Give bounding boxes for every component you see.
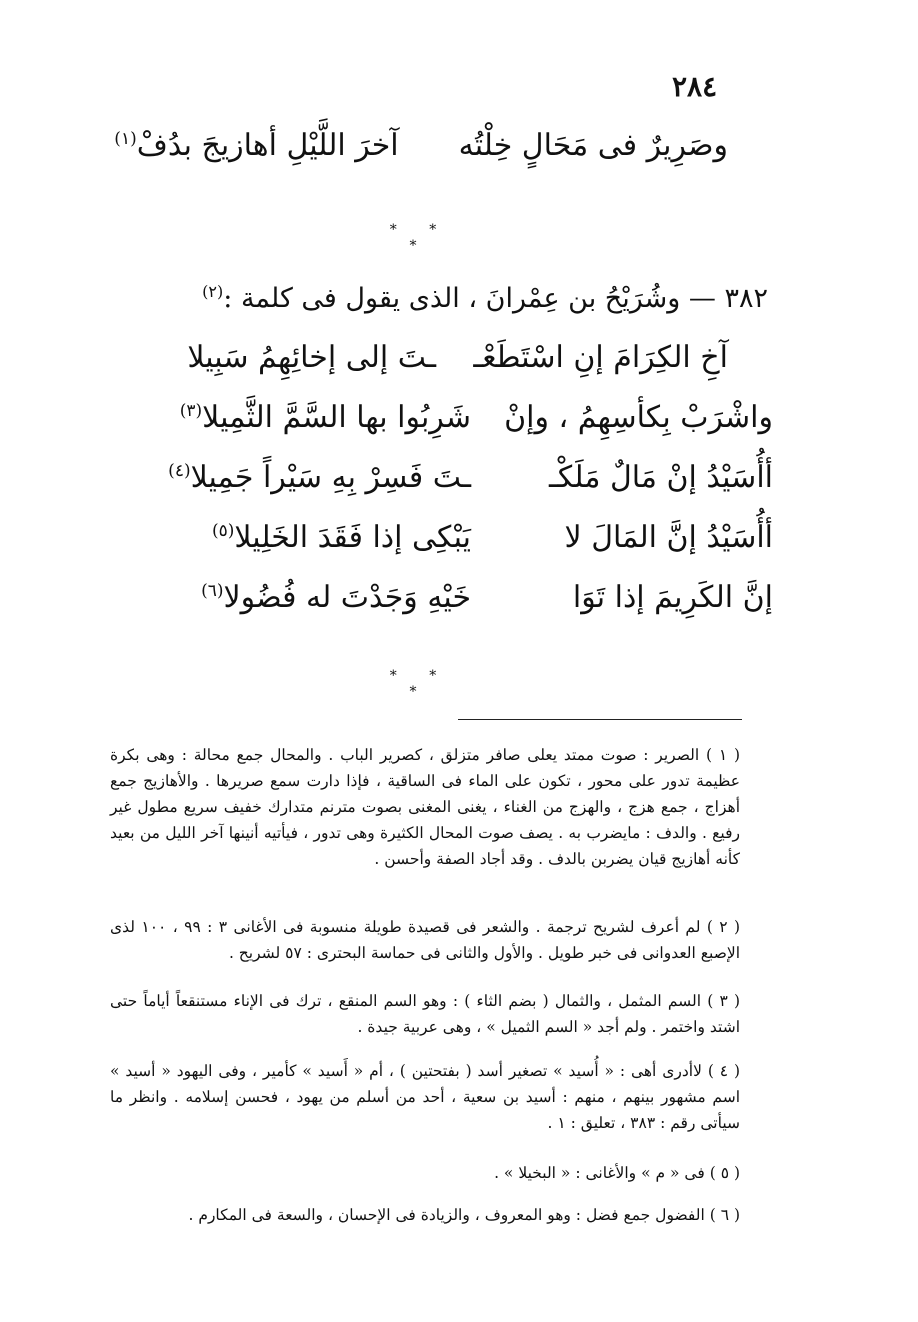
poem-line — [212, 520, 773, 555]
footnote-number: ( ٣ ) — [707, 992, 740, 1010]
entry-heading — [202, 282, 768, 314]
poem-first-hemistich: واشْرَبْ بِكأسِهِمُ ، وإنْ — [504, 400, 773, 435]
poem-first-hemistich: أأُسَيْدُ إنْ مَالٌ مَلَكْـ — [549, 460, 773, 495]
footnote-divider — [458, 719, 742, 720]
footnote-number: ( ٦ ) — [709, 1206, 740, 1224]
poem-second-hemistich: ـتَ فَسِرْ بِهِ سَيْراً جَمِيلا — [190, 460, 471, 495]
footnote-number: ( ٥ ) — [709, 1164, 740, 1182]
poem-line — [180, 400, 773, 435]
footnote-marker: (١) — [114, 129, 137, 149]
footnote-text: السم المثمل ، والثمال ( بضم الثاء ) : وهو السم المنقع ، ترك فى الإناء مستنقعاً أياماً حتى اشتد واختمر . ولم أجد « السم الثميل » ، وهى عربية جيدة . — [110, 992, 740, 1036]
poem-line — [201, 580, 773, 615]
footnote — [110, 742, 740, 872]
footnote-number: ( ٤ ) — [707, 1062, 741, 1080]
entry-heading-text: ٣٨٢ — وشُرَيْحُ بن عِمْرانَ ، الذى يقول فى كلمة : — [223, 283, 768, 314]
poem-line — [187, 340, 728, 375]
footnote — [110, 1058, 740, 1136]
footnote — [110, 1202, 740, 1228]
page-number: ٢٨٤ — [672, 70, 718, 103]
footnote-number: ( ٢ ) — [706, 918, 741, 936]
poem-second-hemistich: ـتَ إلى إخائِهِمُ سَبِيلا — [187, 340, 436, 375]
poem-second-hemistich: شَرِبُوا بها السَّمَّ الثَّمِيلا — [202, 400, 471, 435]
footnote-text: لم أعرف لشريح ترجمة . والشعر فى قصيدة طويلة منسوبة فى الأغانى ٣ : ٩٩ ، ١٠٠ لذى الإصبع العدوانى فى خبر طويل . والأول والثانى فى حماسة البحترى : ٥٧ لشريح . — [110, 918, 740, 962]
footnote-marker: (٥) — [211, 521, 235, 541]
opening-verse — [114, 128, 728, 163]
poem-second-hemistich: يَبْكِى إذا فَقَدَ الخَلِيلا — [234, 520, 471, 555]
verse-second-hemistich: آخرَ اللَّيْلِ أهازيجَ بدُفْ — [136, 128, 399, 163]
poem-first-hemistich: إنَّ الكَرِيمَ إذا تَوَا — [572, 580, 773, 615]
footnote-text: لاأدرى أهى : « أُسيد » تصغير أسد ( بفتحتين ) ، أم « أَسيد » كأمير ، وفى اليهود « أسيد » اسم مشهور بينهم ، منهم : أسيد بن سعية ، أحد من أسلم من يهود ، فحسن إسلامه . وانظر ما سيأتى رقم : ٣٨٣ ، تعليق : ١ . — [110, 1062, 740, 1132]
footnote-text: فى « م » والأغانى : « البخيلا » . — [494, 1164, 705, 1182]
footnote — [110, 988, 740, 1040]
footnote-marker: (٤) — [168, 461, 191, 481]
footnote-text: الصرير : صوت ممتد يعلى صافر متزلق ، كصرير الباب . والمحال جمع محالة : وهى بكرة عظيمة تدور على محور ، تكون على الماء فى الساقية ، فإذا دارت سمع صريرها . والأهازيج جمع أهزاج ، جمع هزج ، والهزج من الغناء ، يغنى المغنى بصوت مترنم متدارك خفيف سريع مطول غير رفيع . والدف : مايضرب به . يصف صوت المحال الكثيرة وهى تدور ، فيأتيه أنينها آخر الليل من بعيد كأنه أهازيج قيان يضربن بالدف . وقد أجاد الصفة وأحسن . — [110, 746, 740, 868]
verse-first-hemistich: وصَرِيرٌ فى مَحَالٍ خِلْتُه — [458, 128, 728, 163]
section-ornament: * * * — [389, 222, 451, 254]
poem-line — [168, 460, 773, 495]
poem-first-hemistich: أأُسَيْدُ إنَّ المَالَ لا — [564, 520, 773, 555]
footnote-text: الفضول جمع فضل : وهو المعروف ، والزيادة فى الإحسان ، والسعة فى المكارم . — [188, 1206, 705, 1224]
poem-first-hemistich: آخِ الكِرَامَ إنِ اسْتَطَعْـ — [473, 340, 728, 375]
footnote-marker: (٣) — [179, 401, 203, 421]
poem-second-hemistich: خَيْهِ وَجَدْتَ له فُضُولا — [223, 580, 471, 615]
footnote-number: ( ١ ) — [706, 746, 741, 764]
footnote — [110, 914, 740, 966]
footnote-marker: (٦) — [201, 581, 224, 601]
footnote — [110, 1160, 740, 1186]
section-ornament: * * * — [389, 668, 451, 700]
footnote-marker: (٢) — [202, 282, 224, 301]
